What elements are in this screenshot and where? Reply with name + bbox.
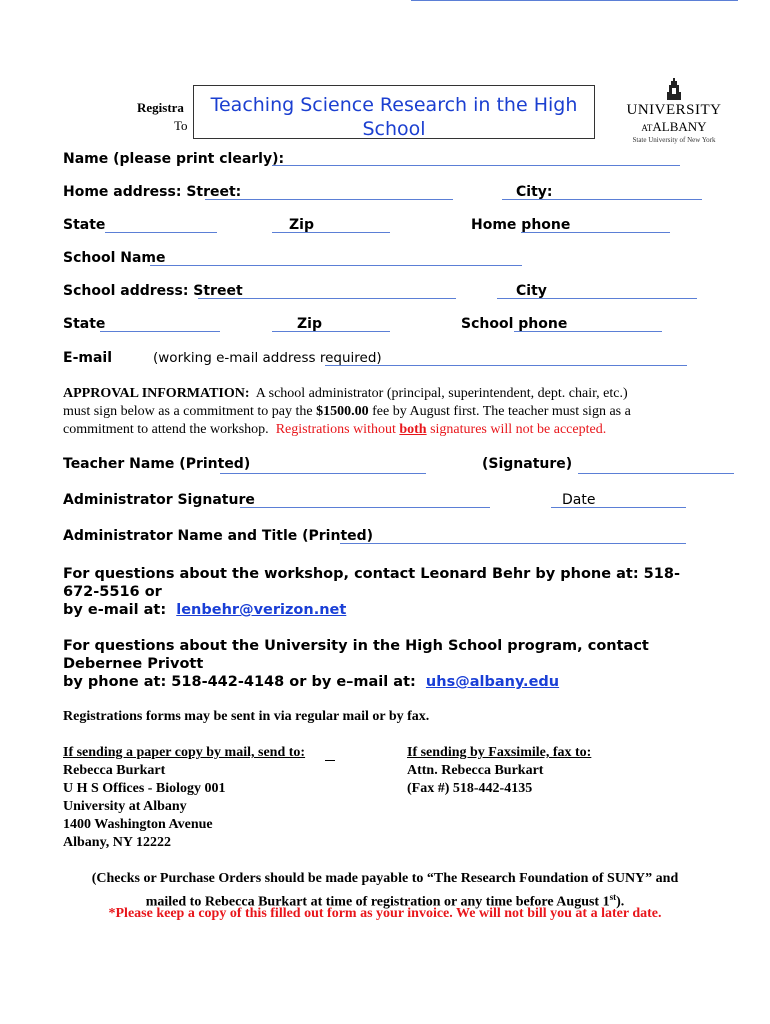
admin-signature-field[interactable] (240, 507, 490, 508)
home-phone-label: Home phone (471, 217, 571, 233)
workshop-contact: For questions about the workshop, contact Leonard Behr by phone at: 518- 672-5516 or by e-mail at: lenbehr@verizon.net (63, 566, 680, 618)
workshop-email-link[interactable]: lenbehr@verizon.net (176, 602, 347, 618)
school-street-label: School address: Street (63, 283, 243, 299)
mail-address-block: If sending a paper copy by mail, send to: Rebecca Burkart U H S Offices - Biology 001 University at Albany 1400 Washington Avenue Albany, NY 12222 (63, 745, 306, 850)
home-city-field[interactable] (502, 199, 702, 200)
tower-icon (664, 78, 684, 100)
admin-name-title-label: Administrator Name and Title (Printed) (63, 528, 374, 544)
top-rule-left (411, 0, 489, 1)
school-name-label: School Name (63, 250, 166, 266)
logo-tagline: State University of New York (632, 136, 716, 144)
teacher-signature-field[interactable] (578, 473, 734, 474)
school-zip-field[interactable] (272, 331, 390, 332)
admin-signature-label: Administrator Signature (63, 492, 255, 508)
home-city-label: City: (516, 184, 553, 200)
admin-name-title-field[interactable] (340, 543, 686, 544)
school-street-field[interactable] (198, 298, 456, 299)
fax-heading: If sending by Faxsimile, fax to: (407, 745, 592, 760)
invoice-note: *Please keep a copy of this filled out form as your invoice. We will not bill you at a later date. (108, 906, 662, 921)
school-city-label: City (516, 283, 547, 299)
teacher-name-field[interactable] (220, 473, 426, 474)
school-state-label: State (63, 316, 106, 332)
registration-label: Registra (137, 100, 184, 115)
school-name-field[interactable] (150, 265, 522, 266)
school-zip-label: Zip (297, 316, 322, 332)
checks-note: (Checks or Purchase Orders should be made payable to “The Research Foundation of SUNY” and mailed to Rebecca Burkart at time of registration or any time before August 1st). (91, 871, 679, 910)
home-state-label: State (63, 217, 106, 233)
school-phone-field[interactable] (514, 331, 662, 332)
approval-warning: Registrations without both signatures will not be accepted. (275, 422, 607, 437)
email-field[interactable] (325, 365, 687, 366)
fax-block: If sending by Faxsimile, fax to: Attn. Rebecca Burkart (Fax #) 518-442-4135 (407, 745, 592, 796)
uhs-contact: For questions about the University in the High School program, contact Debernee Privott by phone at: 518-442-4148 or by e–mail at: uhs@albany.edu (63, 638, 649, 690)
email-note: (working e-mail address required) (153, 350, 382, 366)
date-field[interactable] (551, 507, 686, 508)
mailing-intro: Registrations forms may be sent in via regular mail or by fax. (63, 709, 430, 724)
home-zip-field[interactable] (272, 232, 390, 233)
logo-university: UNIVERSITY (626, 102, 722, 118)
home-street-label: Home address: Street: (63, 184, 242, 200)
fee-amount: $1500.00 (316, 404, 369, 419)
home-street-field[interactable] (205, 199, 453, 200)
signature-label: (Signature) (482, 456, 573, 472)
approval-paragraph: APPROVAL INFORMATION: A school administrator (principal, superintendent, dept. chair, etc.) must sign below as a commitment to pay the $1500.00 fee by August first. The teacher must sign as a commitment to attend the workshop. Registrations without both signatures will not be accepted. (63, 386, 631, 437)
uhs-email-link[interactable]: uhs@albany.edu (425, 674, 560, 690)
school-phone-label: School phone (461, 316, 568, 332)
mail-heading-underline-ext (325, 760, 335, 761)
mail-heading: If sending a paper copy by mail, send to: (63, 745, 306, 760)
form-title: Teaching Science Research in the High School (193, 85, 595, 139)
school-city-field[interactable] (497, 298, 697, 299)
logo-albany: ATALBANY (641, 119, 707, 134)
home-state-field[interactable] (105, 232, 217, 233)
date-label: Date (562, 492, 596, 508)
university-logo (624, 78, 724, 148)
name-label: Name (please print clearly): (63, 151, 285, 167)
home-phone-field[interactable] (521, 232, 670, 233)
email-label: E-mail (63, 350, 113, 366)
name-field[interactable] (272, 165, 680, 166)
to-label: To (174, 118, 188, 133)
top-rule-right (489, 0, 738, 1)
school-state-field[interactable] (100, 331, 220, 332)
approval-heading: APPROVAL INFORMATION: (63, 386, 250, 401)
home-zip-label: Zip (289, 217, 314, 233)
teacher-name-label: Teacher Name (Printed) (63, 456, 251, 472)
